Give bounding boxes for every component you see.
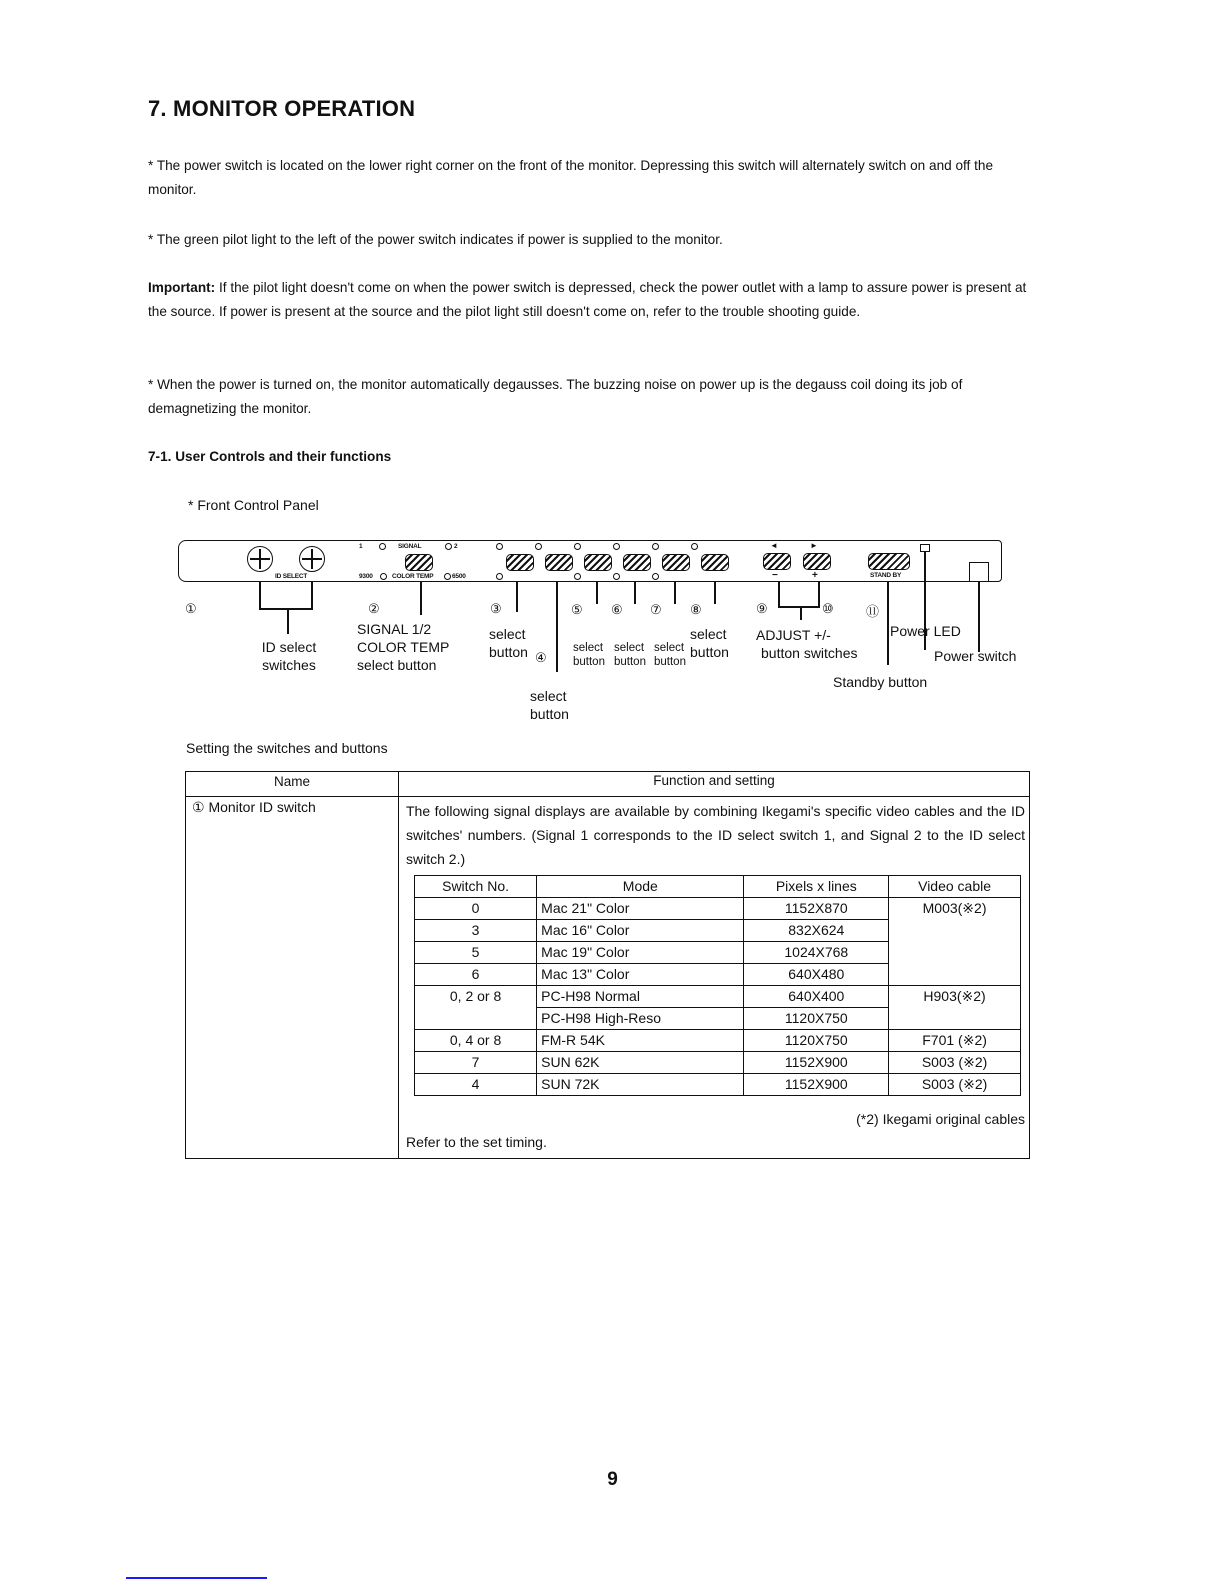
row-function xyxy=(399,797,1030,1159)
table-row: 0, 2 or 8 PC-H98 Normal 640X400 H903(※2) xyxy=(415,986,1021,1008)
table-row: 3 Mac 16" Color 832X624 xyxy=(415,920,1021,942)
inner-header-switch: Switch No. xyxy=(415,876,537,898)
signal-2-led xyxy=(445,543,452,550)
important-text: If the pilot light doesn't come on when the power switch is depressed, check the power outlet with a lamp to assure power is present at the source. If power is present at the source and the pilot light still doesn't come on, refer to the trouble shooting guide. xyxy=(148,280,1027,319)
callout-power-switch-label: Power switch xyxy=(934,648,1017,664)
table-caption: Setting the switches and buttons xyxy=(186,740,388,756)
switch-mode-table xyxy=(414,875,1021,1096)
led-3 xyxy=(496,543,503,550)
button-8[interactable] xyxy=(701,554,729,571)
callout-3-number: ③ xyxy=(490,601,502,616)
signal-1-led xyxy=(379,543,386,550)
button-6[interactable] xyxy=(623,554,651,571)
id-select-knob-2[interactable] xyxy=(299,546,325,572)
signal-label: SIGNAL xyxy=(398,543,422,550)
minus-sign: − xyxy=(772,570,778,581)
inner-header-pixels: Pixels x lines xyxy=(744,876,889,898)
callout-signal-color-temp: SIGNAL 1/2 COLOR TEMP select button xyxy=(357,621,450,673)
bottom-link-underline[interactable] xyxy=(126,1577,267,1579)
table-row: PC-H98 High-Reso 1120X750 xyxy=(415,1008,1021,1030)
led-5b xyxy=(574,573,581,580)
callout-7-number: ⑦ xyxy=(650,602,662,617)
callout-5-number: ⑤ xyxy=(571,602,583,617)
right-arrow-icon: ► xyxy=(810,541,818,550)
callout-id-select: ID select switches xyxy=(261,639,317,673)
callout-4-label: select button xyxy=(530,688,569,722)
table-row: 4 SUN 72K 1152X900 S003 (※2) xyxy=(415,1074,1021,1096)
button-4[interactable] xyxy=(545,554,573,571)
temp-9300-led xyxy=(380,573,387,580)
callout-1-number: ① xyxy=(185,601,197,616)
inner-header-mode: Mode xyxy=(537,876,744,898)
signal-1-label: 1 xyxy=(359,543,363,550)
paragraph-degauss: * When the power is turned on, the monitor automatically degausses. The buzzing noise on power up is the degauss coil doing its job of demagnetizing the monitor. xyxy=(148,377,963,416)
paragraph-power-switch: * The power switch is located on the lower right corner on the front of the monitor. Depressing this switch will alternately switch on and off the monitor. xyxy=(148,158,994,197)
section-heading: 7-1. User Controls and their functions xyxy=(148,449,392,464)
temp-6500-led xyxy=(444,573,451,580)
led-7 xyxy=(652,543,659,550)
led-4 xyxy=(535,543,542,550)
header-function: Function and setting xyxy=(399,772,1030,797)
paragraph-important xyxy=(148,276,1028,324)
page-number: 9 xyxy=(607,1469,618,1490)
callout-11-number: ⑪ xyxy=(866,604,880,619)
page-title: 7. MONITOR OPERATION xyxy=(148,96,416,121)
button-5[interactable] xyxy=(584,554,612,571)
id-select-knob-1[interactable] xyxy=(247,546,273,572)
function-intro: The following signal displays are available by combining Ikegami's specific video cables and the ID switches' numbers. (Signal 1 corresponds to the ID select switch 1, and Signal 2 to the ID select switch 2.) xyxy=(406,803,1025,867)
header-name: Name xyxy=(186,772,399,797)
led-3b xyxy=(496,573,503,580)
callout-4-number: ④ xyxy=(535,650,547,665)
button-7[interactable] xyxy=(662,554,690,571)
power-led-icon xyxy=(920,544,930,552)
callout-7-label: select button xyxy=(654,642,686,668)
callout-adjust-label: ADJUST +/- button switches xyxy=(756,627,858,661)
cable-footnote: (*2) Ikegami original cables xyxy=(856,1111,1025,1127)
led-8 xyxy=(691,543,698,550)
table-row: 6 Mac 13" Color 640X480 xyxy=(415,964,1021,986)
callout-8-label: select button xyxy=(690,626,729,660)
callout-6-label: select button xyxy=(614,642,646,668)
timing-note: Refer to the set timing. xyxy=(406,1134,547,1150)
front-panel-subheading: * Front Control Panel xyxy=(188,497,319,513)
table-row: 0, 4 or 8 FM-R 54K 1120X750 F701 (※2) xyxy=(415,1030,1021,1052)
inner-header-cable: Video cable xyxy=(889,876,1021,898)
signal-2-label: 2 xyxy=(454,543,458,550)
callout-10-number: ⑩ xyxy=(822,601,834,616)
color-temp-label: COLOR TEMP xyxy=(392,573,434,580)
standby-label: STAND BY xyxy=(870,572,902,579)
adjust-plus-button[interactable] xyxy=(803,553,831,570)
id-select-label: ID SELECT xyxy=(275,573,308,580)
paragraph-pilot-light: * The green pilot light to the left of the power switch indicates if power is supplied to the monitor. xyxy=(148,232,723,247)
callout-9-number: ⑨ xyxy=(756,601,768,616)
led-6 xyxy=(613,543,620,550)
temp-6500-label: 6500 xyxy=(452,573,466,580)
led-5 xyxy=(574,543,581,550)
led-6b xyxy=(613,573,620,580)
row-name: ① Monitor ID switch xyxy=(186,797,399,1159)
signal-color-temp-button[interactable] xyxy=(405,554,433,571)
left-arrow-icon: ◄ xyxy=(770,541,778,550)
led-7b xyxy=(652,573,659,580)
temp-9300-label: 9300 xyxy=(359,573,373,580)
callout-power-led-label: Power LED xyxy=(890,623,961,639)
callout-6-number: ⑥ xyxy=(611,602,623,617)
table-row: 0 Mac 21" Color 1152X870 M003(※2) xyxy=(415,898,1021,920)
callout-2-number: ② xyxy=(368,601,380,616)
standby-button[interactable] xyxy=(868,553,910,570)
callout-standby-label: Standby button xyxy=(833,674,928,690)
table-row: 7 SUN 62K 1152X900 S003 (※2) xyxy=(415,1052,1021,1074)
plus-sign: + xyxy=(812,570,818,581)
table-row: 5 Mac 19" Color 1024X768 xyxy=(415,942,1021,964)
settings-table xyxy=(185,771,1030,1159)
callout-8-number: ⑧ xyxy=(690,602,702,617)
table-row xyxy=(186,797,1030,1159)
important-label: Important: xyxy=(148,280,216,295)
button-3[interactable] xyxy=(506,554,534,571)
callout-5-label: select button xyxy=(573,642,605,668)
adjust-minus-button[interactable] xyxy=(763,553,791,570)
power-switch-button[interactable] xyxy=(969,562,989,582)
callout-3-label: select button xyxy=(489,626,528,660)
